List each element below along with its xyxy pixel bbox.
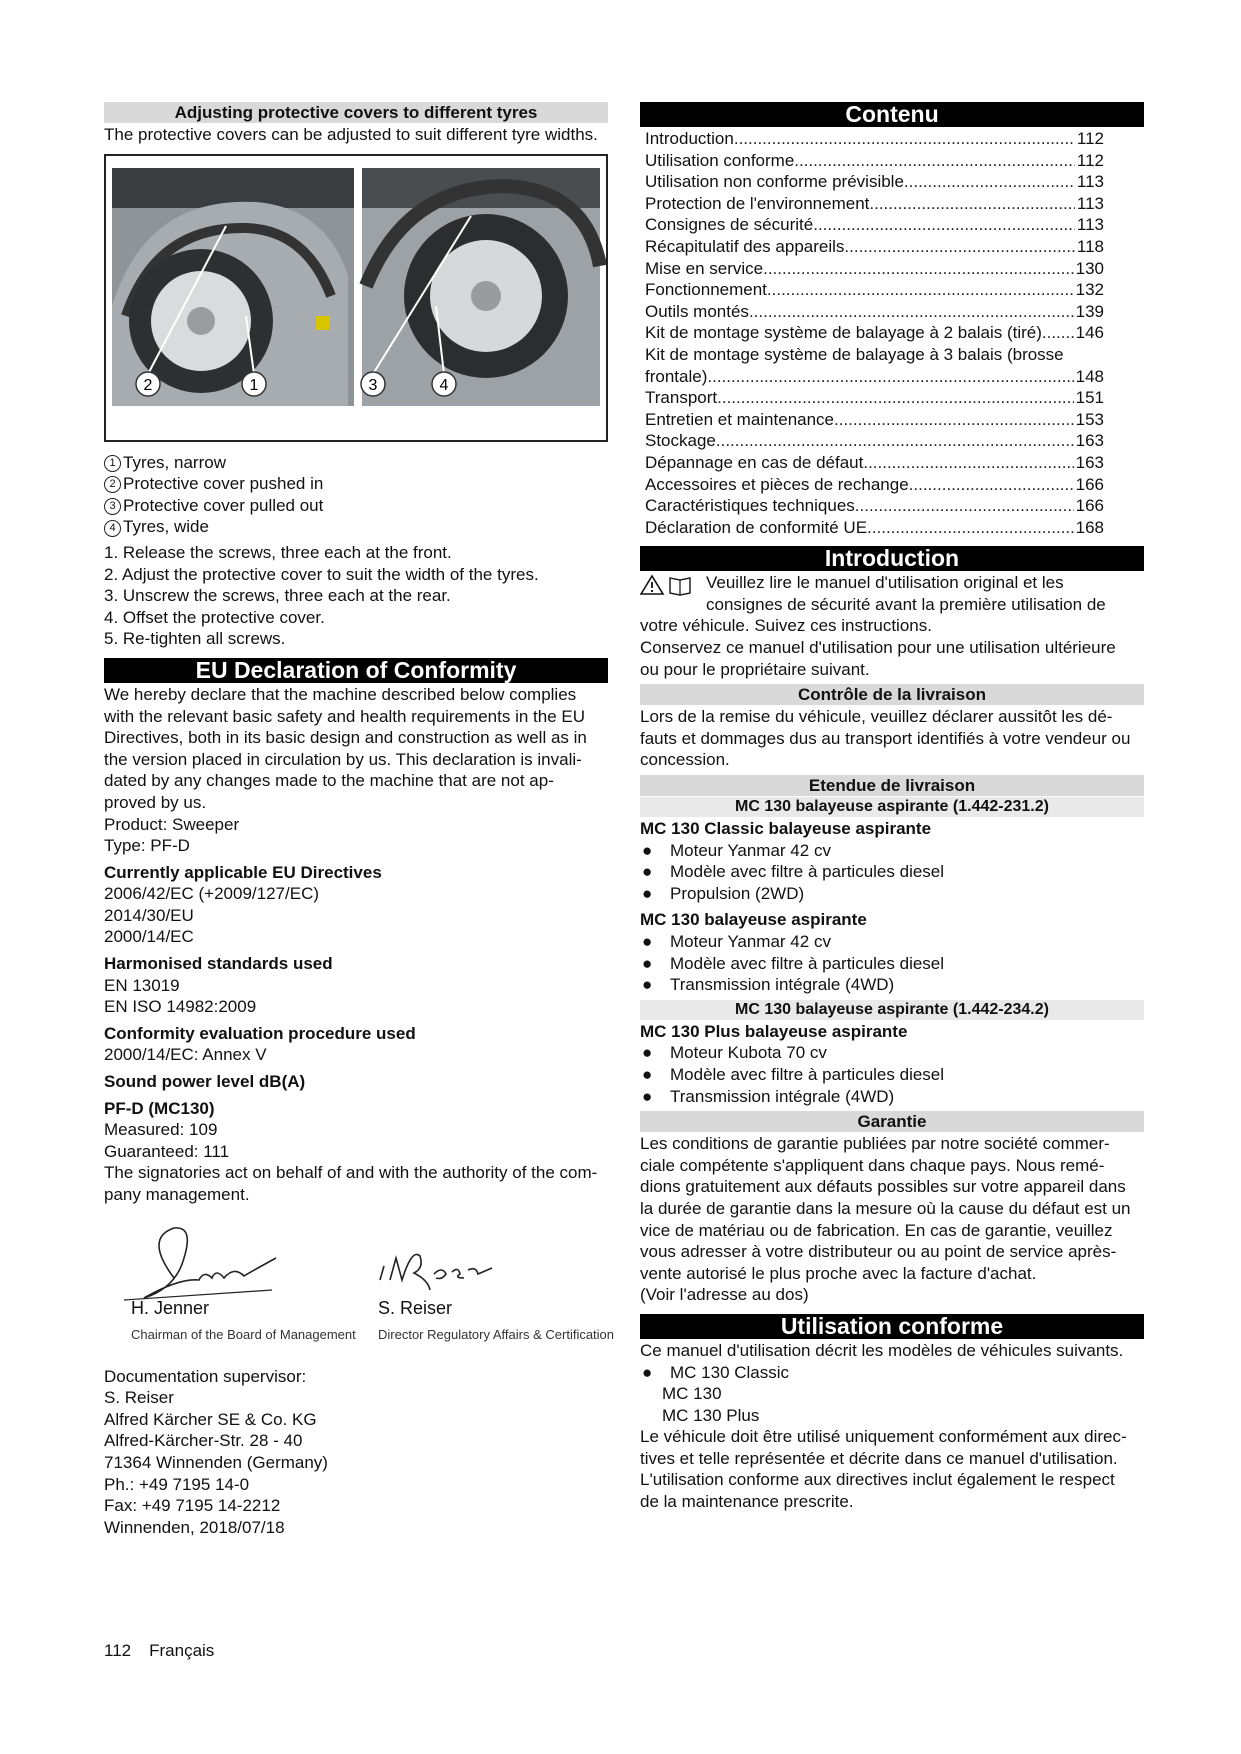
tyres-intro: The protective covers can be adjusted to suit different tyre widths. <box>104 125 598 144</box>
toc-page: 146 <box>1075 323 1104 343</box>
list-item-text: Moteur Kubota 70 cv <box>670 1043 827 1063</box>
legend-text: Tyres, wide <box>123 517 209 537</box>
bullet-icon: ● <box>642 862 653 882</box>
scope-group-heading: MC 130 balayeuse aspirante (1.442-231.2) <box>640 797 1144 817</box>
legend-text: Protective cover pulled out <box>123 495 324 515</box>
toc-entry[interactable] <box>640 214 1104 236</box>
toc-title: Accessoires et pièces de rechange <box>645 474 909 494</box>
toc-page: 163 <box>1075 431 1104 451</box>
toc-entry[interactable] <box>640 430 1104 452</box>
signatory-role: Director Regulatory Affairs & Certification <box>378 1326 615 1342</box>
signature-jenner <box>104 1218 354 1366</box>
bullet-icon: ● <box>642 932 653 951</box>
toc-page: 130 <box>1075 258 1104 278</box>
toc-page: 112 <box>1076 150 1104 170</box>
toc-page: 166 <box>1075 496 1104 516</box>
section-heading-eu-declaration: EU Declaration of Conformity <box>104 658 608 683</box>
directives-heading: Currently applicable EU Directives <box>104 862 382 882</box>
supervisor-line: Alfred-Kärcher-Str. 28 - 40 <box>104 1431 303 1451</box>
warranty-line: vente autorisé le plus proche avec la facture d'achat. <box>640 1263 1037 1283</box>
notice-icons <box>640 572 706 615</box>
list-item-text: Moteur Yanmar 42 cv <box>670 840 831 860</box>
supervisor-line: Documentation supervisor: <box>104 1366 307 1386</box>
proper-use-line: de la maintenance prescrite. <box>640 1492 854 1512</box>
tyre-illustration <box>106 156 606 440</box>
toc-page: 113 <box>1076 193 1104 213</box>
toc-entry[interactable] <box>640 366 1104 388</box>
toc-entry[interactable] <box>640 171 1104 193</box>
supervisor-line: S. Reiser <box>104 1388 174 1408</box>
supervisor-line: Fax: +49 7195 14-2212 <box>104 1496 281 1516</box>
list-item-text: Transmission intégrale (4WD) <box>670 975 895 995</box>
toc-leader <box>867 517 1074 539</box>
legend-item <box>104 473 608 495</box>
table-of-contents <box>640 128 1144 538</box>
toc-page: 113 <box>1076 172 1104 192</box>
toc-title: Kit de montage système de balayage à 2 balais (tiré) <box>645 323 1042 343</box>
standards-heading: Harmonised standards used <box>104 954 333 974</box>
sound-model: PF-D (MC130) <box>104 1098 215 1118</box>
toc-leader <box>844 236 1074 258</box>
bullet-icon: ● <box>642 1086 653 1106</box>
callout-2: 2 <box>143 376 153 394</box>
directive: 2000/14/EC <box>104 927 194 947</box>
toc-title: Entretien et maintenance <box>645 409 835 429</box>
bullet-icon: ● <box>642 1362 653 1382</box>
toc-entry[interactable] <box>640 452 1104 474</box>
bullet-icon: ● <box>642 1064 653 1084</box>
toc-title: Fonctionnement <box>645 280 767 300</box>
delivery-line: fauts et dommages dus au transport identifiés à votre vendeur ou <box>640 728 1131 748</box>
toc-title: Introduction <box>645 129 734 148</box>
product-line: Product: Sweeper <box>104 814 240 834</box>
step: 2. Adjust the protective cover to suit the width of the tyres. <box>104 564 539 584</box>
toc-page: 118 <box>1076 236 1104 256</box>
section-heading-contents: Contenu <box>640 102 1144 127</box>
tyre-cover-figure <box>104 154 608 442</box>
list-item-text: Modèle avec filtre à particules diesel <box>670 1064 945 1084</box>
notice-line: consignes de sécurité avant la première utilisation de <box>706 594 1106 614</box>
toc-leader <box>1042 322 1074 344</box>
toc-leader <box>855 495 1074 517</box>
eu-intro-line: Directives, both in its basic design and construction as well as in <box>104 728 587 748</box>
toc-title-continuation: frontale) <box>645 366 708 386</box>
proper-use-line: Le véhicule doit être utilisé uniquement conformément aux direc- <box>640 1427 1127 1447</box>
proper-use-line: L'utilisation conforme aux directives inclut également le respect <box>640 1470 1115 1490</box>
procedure-steps <box>104 542 608 650</box>
supervisor-line: 71364 Winnenden (Germany) <box>104 1452 328 1472</box>
toc-page: 132 <box>1075 280 1104 300</box>
standard: EN 13019 <box>104 975 180 995</box>
page-number: 112 <box>104 1641 132 1660</box>
figure-legend <box>104 452 608 538</box>
toc-entry[interactable] <box>640 322 1104 344</box>
toc-entry[interactable] <box>640 258 1104 280</box>
bullet-icon: ● <box>642 840 653 860</box>
toc-title: Stockage <box>645 431 716 451</box>
toc-leader <box>717 387 1074 409</box>
toc-leader <box>707 366 1073 388</box>
type-line: Type: PF-D <box>104 836 190 856</box>
toc-entry[interactable] <box>640 279 1104 301</box>
sound-guaranteed: Guaranteed: 111 <box>104 1141 230 1161</box>
list-item <box>640 1086 1144 1108</box>
toc-leader <box>794 150 1075 172</box>
warranty-line: vice de matériau ou de fabrication. En cas de garantie, veuillez <box>640 1220 1113 1240</box>
toc-entry[interactable] <box>640 495 1104 517</box>
toc-title: Kit de montage système de balayage à 3 balais (brosse <box>645 344 1064 364</box>
section-heading-proper-use: Utilisation conforme <box>640 1314 1144 1339</box>
legend-number: 3 <box>104 498 121 515</box>
callout-4: 4 <box>439 376 449 394</box>
legend-number: 1 <box>104 455 121 472</box>
notice-text <box>706 572 1106 615</box>
list-item-text: Propulsion (2WD) <box>670 883 805 903</box>
warranty-line: la durée de garantie dans la mesure où la cause du défaut est un <box>640 1198 1131 1218</box>
toc-title: Utilisation conforme <box>645 150 795 170</box>
step: 4. Offset the protective cover. <box>104 607 325 627</box>
toc-title: Mise en service <box>645 258 764 278</box>
toc-page: 168 <box>1075 517 1104 537</box>
toc-title: Caractéristiques techniques <box>645 496 855 516</box>
list-item <box>640 840 1144 862</box>
eu-intro-line: We hereby declare that the machine described below complies <box>104 684 577 704</box>
step: 1. Release the screws, three each at the front. <box>104 542 452 562</box>
right-column <box>640 102 1144 1513</box>
list-item <box>640 1064 1144 1086</box>
proper-use-line: tives et telle représentée et décrite dans ce manuel d'utilisation. <box>640 1448 1118 1468</box>
signatory-name: S. Reiser <box>378 1297 453 1318</box>
procedure-value: 2000/14/EC: Annex V <box>104 1045 267 1065</box>
legend-number: 2 <box>104 476 121 493</box>
toc-page: 139 <box>1075 301 1104 321</box>
toc-title: Utilisation non conforme prévisible <box>645 172 904 192</box>
supervisor-line: Alfred Kärcher SE & Co. KG <box>104 1409 317 1429</box>
toc-title: Consignes de sécurité <box>645 215 814 235</box>
signature-reiser <box>372 1218 615 1366</box>
keep-manual-line: Conservez ce manuel d'utilisation pour une utilisation ultérieure <box>640 638 1116 658</box>
toc-page: 163 <box>1075 452 1104 472</box>
list-item <box>640 1042 1144 1064</box>
warranty-line: vous adresser à votre distributeur ou au point de service après- <box>640 1242 1117 1262</box>
toc-entry[interactable] <box>640 301 1104 323</box>
proper-use-intro: Ce manuel d'utilisation décrit les modèles de véhicules suivants. <box>640 1340 1124 1360</box>
delivery-line: Lors de la remise du véhicule, veuillez déclarer aussitôt les dé- <box>640 707 1113 727</box>
left-column <box>104 102 615 1538</box>
model-name: MC 130 <box>662 1384 722 1404</box>
toc-page: 151 <box>1075 388 1104 408</box>
list-item <box>640 931 1144 953</box>
procedure-heading: Conformity evaluation procedure used <box>104 1023 416 1043</box>
section-heading-tyres: Adjusting protective covers to different tyres <box>104 102 608 123</box>
warning-triangle-icon <box>641 576 663 594</box>
toc-entry[interactable] <box>640 474 1104 496</box>
toc-entry[interactable] <box>640 409 1104 431</box>
directive: 2014/30/EU <box>104 905 194 925</box>
toc-leader <box>716 430 1074 452</box>
section-heading-introduction: Introduction <box>640 546 1144 571</box>
manual-book-icon <box>670 578 690 595</box>
toc-entry[interactable] <box>640 193 1104 215</box>
toc-leader <box>834 409 1074 431</box>
directive: 2006/42/EC (+2009/127/EC) <box>104 884 320 904</box>
eu-intro-line: the version placed in circulation by us. This declaration is invali- <box>104 749 582 769</box>
callout-3: 3 <box>368 376 378 394</box>
list-item-text: Modèle avec filtre à particules diesel <box>670 953 945 973</box>
toc-leader <box>763 258 1074 280</box>
toc-leader <box>749 301 1074 323</box>
toc-leader <box>904 171 1075 193</box>
list-item <box>640 974 1144 996</box>
toc-entry[interactable] <box>640 387 1104 409</box>
toc-page: 153 <box>1075 409 1104 429</box>
scope-group-heading: MC 130 balayeuse aspirante (1.442-234.2) <box>640 1000 1144 1020</box>
model-name: MC 130 Classic <box>670 1362 790 1382</box>
section-heading-scope-of-delivery: Etendue de livraison <box>640 775 1144 796</box>
supervisor-line: Ph.: +49 7195 14-0 <box>104 1474 250 1494</box>
warranty-line: dions gratuitement aux défauts possibles sur votre appareil dans <box>640 1177 1126 1197</box>
legend-item <box>104 516 608 538</box>
toc-title: Dépannage en cas de défaut <box>645 452 864 472</box>
page-footer <box>104 1640 232 1662</box>
legend-item <box>104 495 608 517</box>
list-item-text: Modèle avec filtre à particules diesel <box>670 862 945 882</box>
legend-text: Protective cover pushed in <box>123 474 324 494</box>
notice-line: Veuillez lire le manuel d'utilisation original et les <box>706 573 1064 593</box>
toc-title: Outils montés <box>645 301 749 321</box>
list-item <box>640 953 1144 975</box>
toc-entry[interactable] <box>640 128 1104 150</box>
notice-line: votre véhicule. Suivez ces instructions. <box>640 616 932 636</box>
delivery-line: concession. <box>640 750 730 770</box>
toc-title: Récapitulatif des appareils <box>645 236 845 256</box>
toc-entry[interactable] <box>640 150 1104 172</box>
toc-page: 148 <box>1075 366 1104 386</box>
safety-notice <box>640 572 1144 615</box>
supervisor-line: Winnenden, 2018/07/18 <box>104 1517 285 1537</box>
toc-entry[interactable] <box>640 236 1104 258</box>
sound-measured: Measured: 109 <box>104 1120 218 1140</box>
toc-title: Protection de l'environnement <box>645 193 870 213</box>
warranty-line: (Voir l'adresse au dos) <box>640 1285 809 1305</box>
step: 5. Re-tighten all screws. <box>104 629 286 649</box>
signatories-line: The signatories act on behalf of and with the authority of the com- <box>104 1163 598 1183</box>
bullet-icon: ● <box>642 953 653 973</box>
model-title: MC 130 Classic balayeuse aspirante <box>640 819 932 839</box>
list-item-text: Transmission intégrale (4WD) <box>670 1086 895 1106</box>
toc-title: Transport <box>645 388 718 408</box>
toc-page: 113 <box>1076 215 1104 235</box>
toc-page: 112 <box>1076 129 1104 148</box>
signatories-line: pany management. <box>104 1185 250 1204</box>
documentation-supervisor <box>104 1366 608 1539</box>
list-item-text: Moteur Yanmar 42 cv <box>670 932 831 951</box>
legend-item <box>104 452 608 474</box>
toc-leader <box>767 279 1074 301</box>
eu-intro-line: with the relevant basic safety and health requirements in the EU <box>104 706 585 726</box>
toc-entry[interactable] <box>640 517 1104 539</box>
page-language: Français <box>149 1641 215 1660</box>
model-title: MC 130 balayeuse aspirante <box>640 910 867 930</box>
list-item <box>640 1362 1144 1384</box>
toc-title: Déclaration de conformité UE <box>645 517 868 537</box>
model-title: MC 130 Plus balayeuse aspirante <box>640 1021 908 1041</box>
toc-leader <box>813 214 1075 236</box>
signatures <box>104 1218 615 1366</box>
list-item <box>640 883 1144 905</box>
bullet-icon: ● <box>642 1043 653 1063</box>
toc-leader <box>863 452 1073 474</box>
legend-number: 4 <box>104 520 121 537</box>
toc-leader <box>734 128 1075 150</box>
standard: EN ISO 14982:2009 <box>104 997 257 1017</box>
step: 3. Unscrew the screws, three each at the rear. <box>104 586 451 606</box>
eu-intro-line: dated by any changes made to the machine that are not ap- <box>104 771 554 791</box>
callout-1: 1 <box>249 376 259 394</box>
toc-leader <box>869 193 1075 215</box>
section-heading-delivery-check: Contrôle de la livraison <box>640 684 1144 705</box>
toc-entry-first-line[interactable] <box>640 344 1104 366</box>
bullet-icon: ● <box>642 975 653 995</box>
warranty-line: ciale compétente s'appliquent dans chaque pays. Nous remé- <box>640 1155 1105 1175</box>
signatory-role: Chairman of the Board of Management <box>131 1326 356 1342</box>
list-item <box>640 861 1144 883</box>
sound-heading: Sound power level dB(A) <box>104 1072 306 1092</box>
eu-intro <box>104 684 608 814</box>
section-heading-warranty: Garantie <box>640 1111 1144 1132</box>
keep-manual-line: ou pour le propriétaire suivant. <box>640 659 870 679</box>
legend-text: Tyres, narrow <box>123 452 226 472</box>
warranty-line: Les conditions de garantie publiées par notre société commer- <box>640 1134 1110 1154</box>
model-name: MC 130 Plus <box>662 1405 760 1425</box>
toc-leader <box>909 474 1074 496</box>
signatory-name: H. Jenner <box>131 1297 210 1318</box>
toc-page: 166 <box>1075 474 1104 494</box>
bullet-icon: ● <box>642 883 653 903</box>
eu-intro-line: proved by us. <box>104 792 207 812</box>
